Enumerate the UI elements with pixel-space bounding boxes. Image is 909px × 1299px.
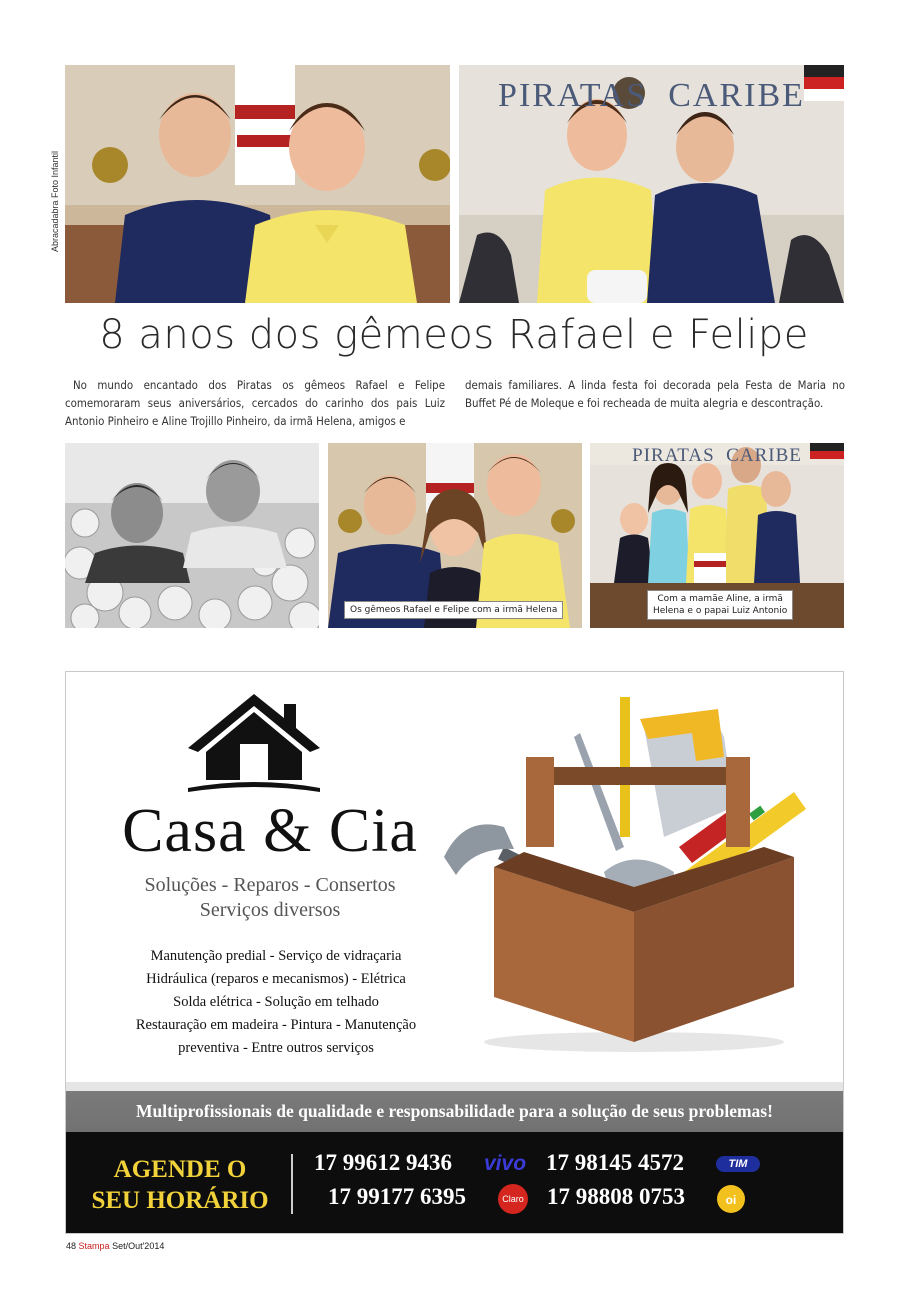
phone-vivo: 17 99612 9436 (314, 1150, 452, 1175)
ad-call-to-action (80, 1154, 280, 1216)
page-folio (66, 1241, 164, 1251)
caption-twins-helena: Os gêmeos Rafael e Felipe com a irmã Helena (344, 601, 563, 619)
page-number: 48 (66, 1241, 77, 1251)
ad-brand-name: Casa & Cia (122, 797, 418, 865)
photo-family (590, 443, 844, 628)
photo-ball-pit (65, 443, 319, 628)
advertisement-casa-cia (65, 671, 844, 1234)
photo-twins-helena (328, 443, 582, 628)
vivo-logo-icon: vivo (484, 1152, 527, 1175)
cta-line1: AGENDE O (113, 1156, 247, 1183)
issue-date: Set/Out'2014 (112, 1241, 165, 1251)
toolbox-illustration (434, 697, 814, 1057)
magazine-name: Stampa (78, 1241, 110, 1251)
oi-logo-icon: oi (717, 1185, 745, 1213)
ad-tagline-line1: Soluções - Reparos - Consertos (144, 874, 396, 896)
contact-divider (291, 1154, 293, 1214)
phone-tim: 17 98145 4572 (546, 1150, 684, 1175)
article-headline: 8 anos dos gêmeos Rafael e Felipe (99, 312, 809, 358)
service-line: preventiva - Entre outros serviços (178, 1040, 374, 1056)
house-logo-icon (184, 690, 324, 794)
article-body-right: demais familiares. A linda festa foi decorada pela Festa de Maria no Buffet Pé de Moleque e foi recheada de muita alegria e descontração. (465, 378, 845, 411)
caption-family (647, 590, 793, 620)
claro-logo-icon: Claro (498, 1184, 528, 1214)
ad-slogan: Multiprofissionais de qualidade e responsabilidade para a solução de seus problemas! (136, 1101, 773, 1121)
caption-family-line2: Helena e o papai Luiz Antonio (653, 606, 788, 616)
cta-line2: SEU HORÁRIO (91, 1187, 269, 1214)
service-line: Hidráulica (reparos e mecanismos) - Elétrica (146, 971, 406, 987)
ad-tagline (100, 873, 440, 923)
ad-tagline-line2: Serviços diversos (199, 899, 341, 921)
photo-twins-cake (65, 65, 450, 303)
service-line: Manutenção predial - Serviço de vidraçaria (150, 948, 402, 964)
service-line: Restauração em madeira - Pintura - Manutenção (135, 1017, 417, 1033)
tim-logo-icon: TIM (716, 1156, 760, 1172)
caption-family-line1: Com a mamãe Aline, a irmã (657, 594, 783, 604)
ad-services-list (86, 945, 466, 1060)
banner-title-small: PIRATAS CARIBE (632, 445, 802, 466)
article-body-left: No mundo encantado dos Piratas os gêmeos Rafael e Felipe comemoraram seus aniversários, cercados do carinho dos pais Luiz Antonio Pinheiro e Aline Trojillo Pinheiro, da irmã Helena, amigos e (65, 378, 445, 429)
phone-oi: 17 98808 0753 (547, 1184, 685, 1209)
phone-claro: 17 99177 6395 (328, 1184, 466, 1209)
banner-title: PIRATAS CARIBE (498, 77, 805, 114)
photo-twins-banner (459, 65, 844, 303)
photo-credit: Abracadabra Foto Infantil (50, 150, 60, 252)
service-line: Solda elétrica - Solução em telhado (173, 994, 379, 1010)
